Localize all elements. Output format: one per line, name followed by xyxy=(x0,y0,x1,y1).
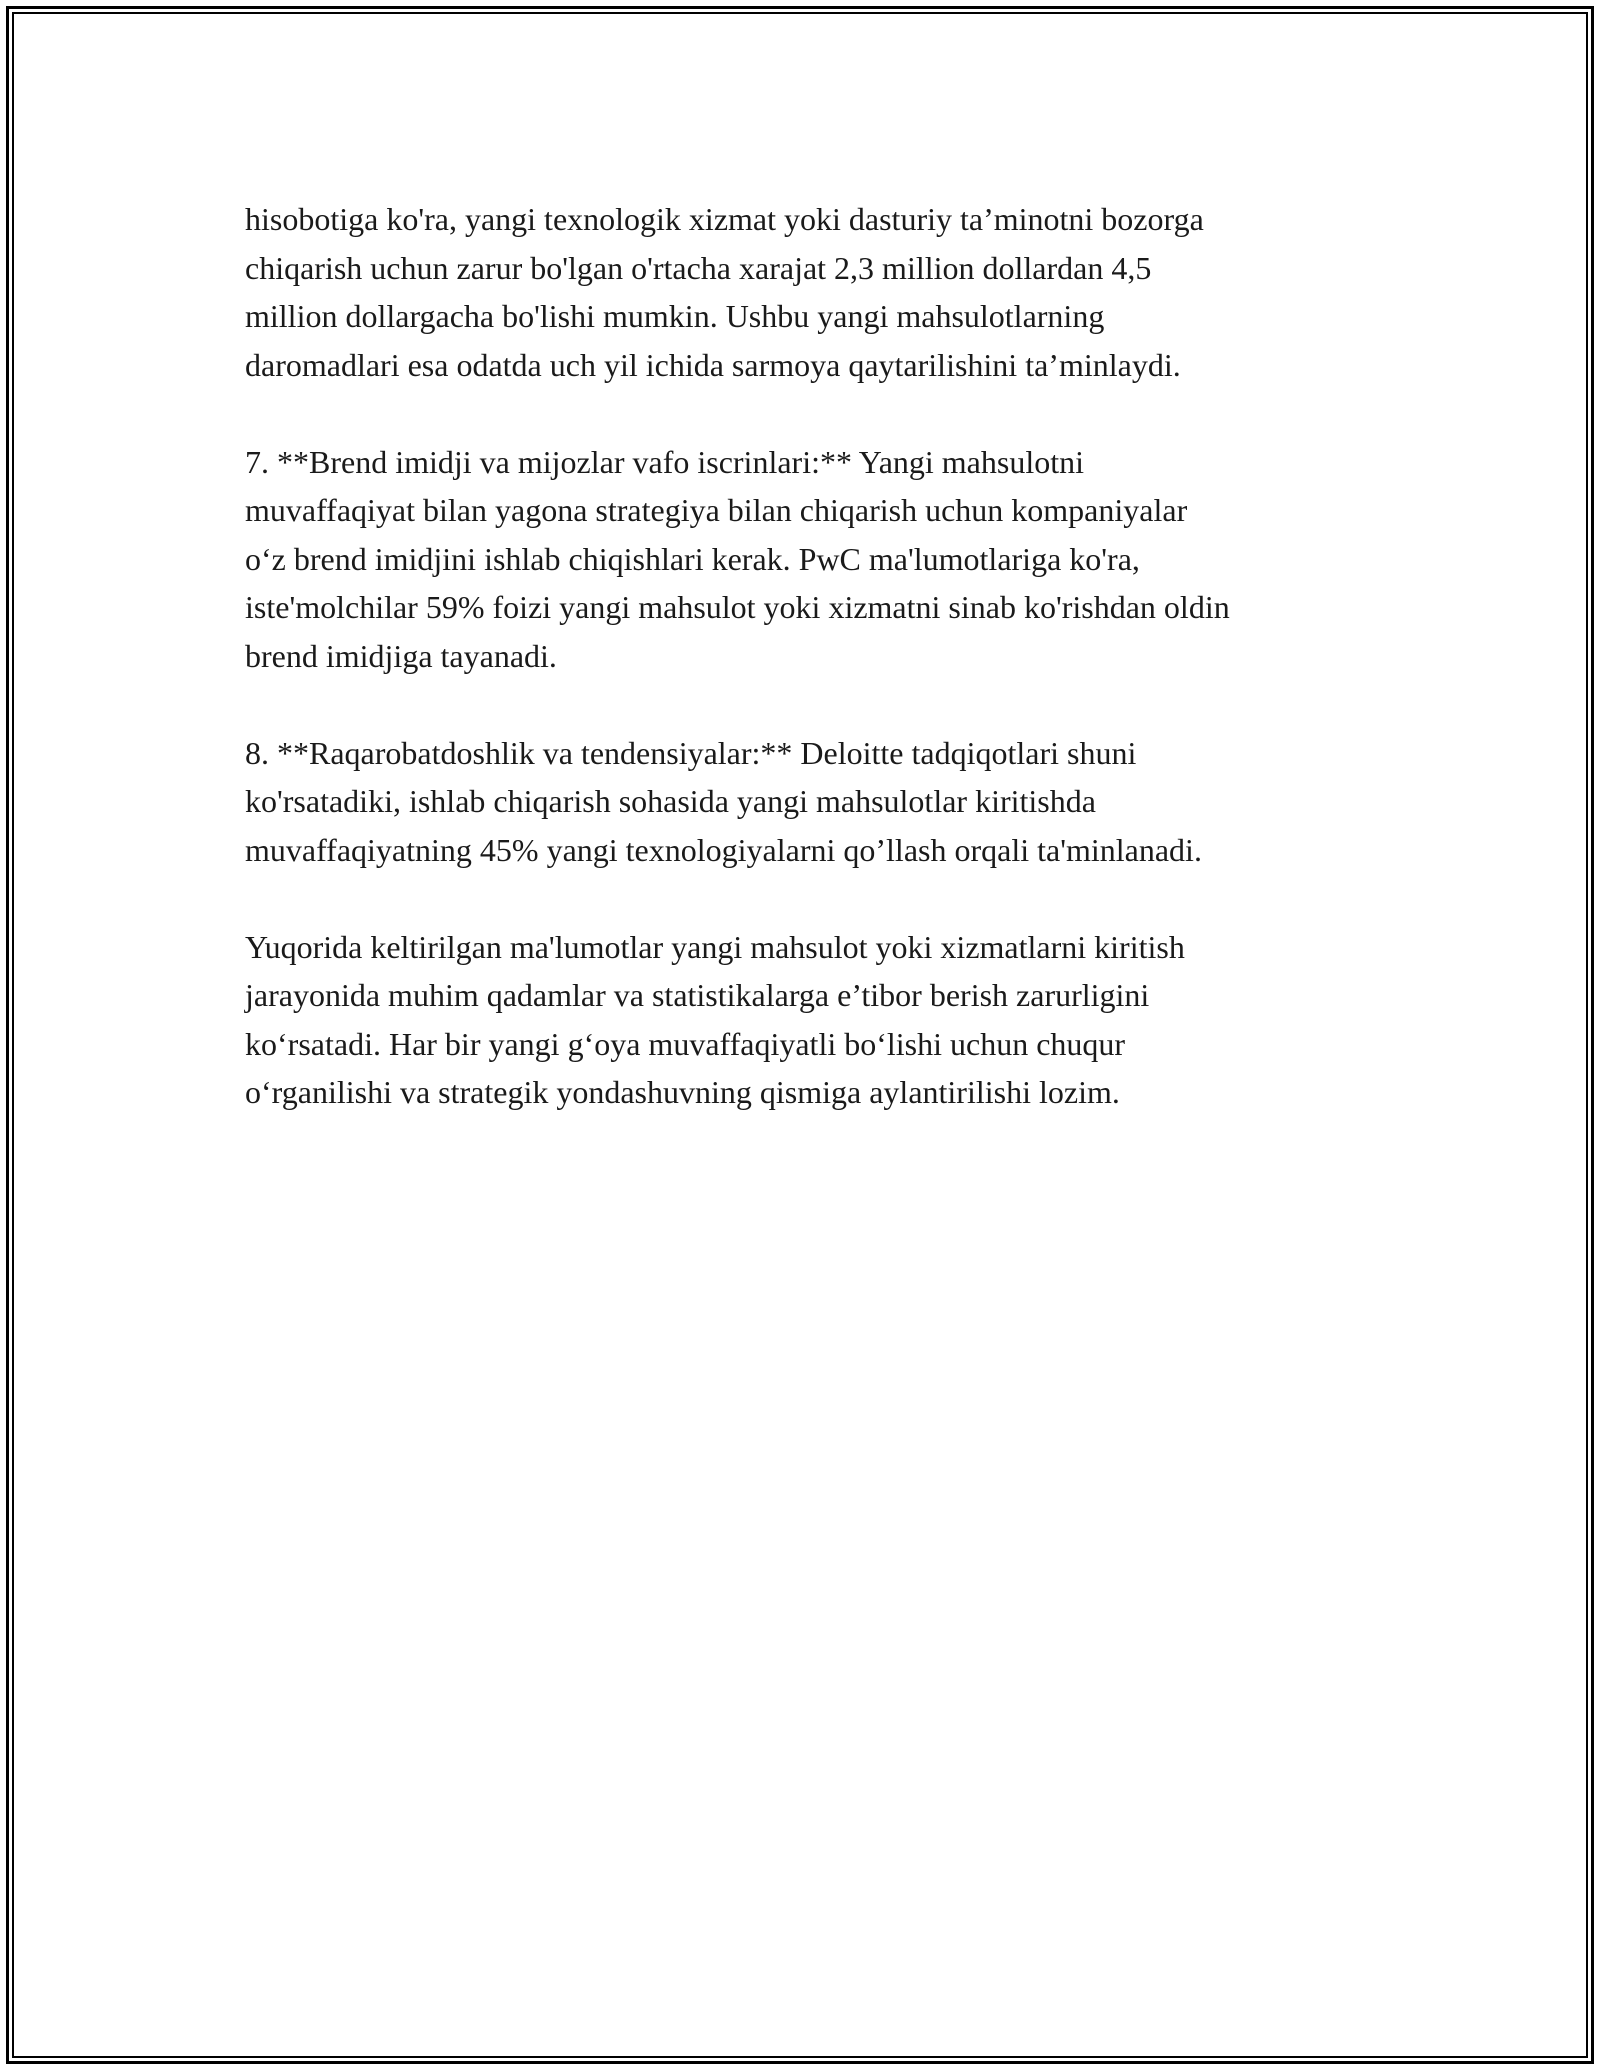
document-body xyxy=(245,195,1395,1165)
document-page xyxy=(6,6,1594,2064)
paragraph-conclusion: Yuqorida keltirilgan ma'lumotlar yangi mahsulot yoki xizmatlarni kiritish jarayonida muhim qadamlar va statistikalarga e’tibor berish zarurligini ko‘rsatadi. Har bir yangi g‘oya muvaffaqiyatli bo‘lishi uchun chuqur o‘rganilishi va strategik yondashuvning qismiga aylantirilishi lozim. xyxy=(245,928,1185,1110)
paragraph-item-7-brand-image: 7. **Brend imidji va mijozlar vafo iscrinlari:** Yangi mahsulotni muvaffaqiyat bilan yagona strategiya bilan chiqarish uchun kompaniyalar o‘z brend imidjini ishlab chiqishlari kerak. PwC ma'lumotlariga ko'ra, iste'molchilar 59% foizi yangi mahsulot yoki xizmatni sinab ko'rishdan oldin brend imidjiga tayanadi. xyxy=(245,443,1230,674)
paragraph-intro-continuation: hisobotiga ko'ra, yangi texnologik xizmat yoki dasturiy ta’minotni bozorga chiqarish uchun zarur bo'lgan o'rtacha xarajat 2,3 million dollardan 4,5 million dollargacha bo'lishi mumkin. Ushbu yangi mahsulotlarning daromadlari esa odatda uch yil ichida sarmoya qaytarilishini ta’minlaydi. xyxy=(245,201,1204,383)
paragraph-item-8-competition: 8. **Raqarobatdoshlik va tendensiyalar:** Deloitte tadqiqotlari shuni ko'rsatadiki, ishlab chiqarish sohasida yangi mahsulotlar kiritishda muvaffaqiyatning 45% yangi texnologiyalarni qo’llash orqali ta'minlanadi. xyxy=(245,734,1202,868)
